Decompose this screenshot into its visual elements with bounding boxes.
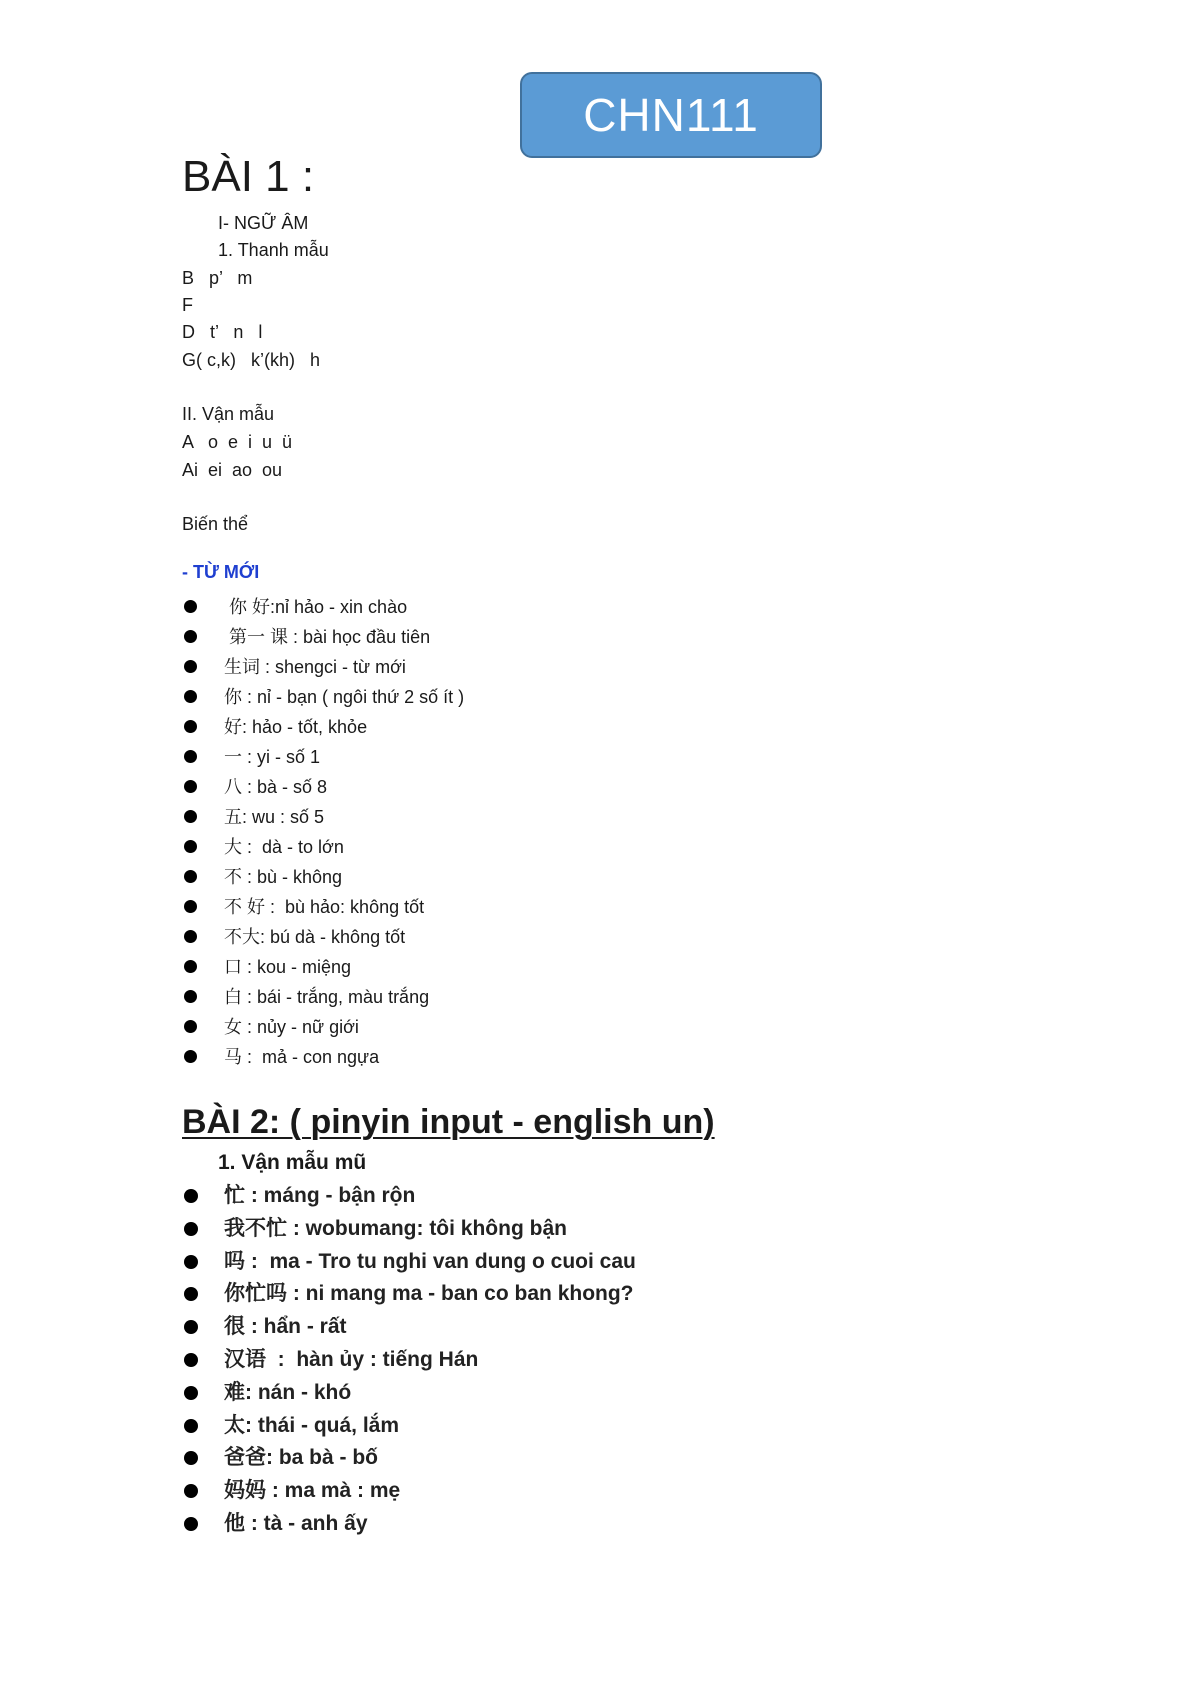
vocab-item: 马 : mả - con ngựa	[182, 1042, 464, 1072]
bullet-icon	[184, 870, 197, 883]
initials-line: D t’ n l	[182, 322, 263, 342]
finals-line: Ai ei ao ou	[182, 460, 283, 480]
vocab-item: 难: nán - khó	[182, 1377, 636, 1410]
variant-label: Biến thể	[182, 514, 249, 534]
bullet-icon	[184, 750, 197, 763]
vocab-item: 第一 课 : bài học đầu tiên	[182, 622, 464, 652]
lesson1-section-finals: II. Vận mẫu	[182, 404, 275, 424]
vocab-item: 汉语 : hàn ủy : tiếng Hán	[182, 1344, 636, 1377]
lesson1-vocab-list	[182, 592, 464, 1072]
vocab-item: 不大: bú dà - không tốt	[182, 922, 464, 952]
bullet-icon	[184, 1050, 197, 1063]
new-words-heading: - TỪ MỚI	[182, 562, 260, 582]
vocab-item: 一 : yi - số 1	[182, 742, 464, 772]
vocab-item: 我不忙 : wobumang: tôi không bận	[182, 1213, 636, 1246]
vocab-item: 爸爸: ba bà - bố	[182, 1442, 636, 1475]
vocab-item: 你忙吗 : ni mang ma - ban co ban khong?	[182, 1278, 636, 1311]
vocab-item: 你 好:nỉ hảo - xin chào	[182, 592, 464, 622]
bullet-icon	[184, 1386, 198, 1400]
initials-line: F	[182, 295, 193, 315]
bullet-icon	[184, 780, 197, 793]
vocab-item: 口 : kou - miệng	[182, 952, 464, 982]
bullet-icon	[184, 1020, 197, 1033]
bullet-icon	[184, 600, 197, 613]
vocab-item: 你 : nỉ - bạn ( ngôi thứ 2 số ít )	[182, 682, 464, 712]
bullet-icon	[184, 1353, 198, 1367]
bullet-icon	[184, 630, 197, 643]
lesson2-title: BÀI 2: ( pinyin input - english un)	[182, 1103, 715, 1141]
initials-line: B p’ m	[182, 268, 253, 288]
vocab-item: 忙 : máng - bận rộn	[182, 1180, 636, 1213]
bullet-icon	[184, 1484, 198, 1498]
vocab-item: 生词 : shengci - từ mới	[182, 652, 464, 682]
bullet-icon	[184, 840, 197, 853]
lesson1-title: BÀI 1 :	[182, 152, 315, 201]
vocab-item: 不 好 : bù hảo: không tốt	[182, 892, 464, 922]
finals-line: A o e i u ü	[182, 432, 293, 452]
lesson1-subsection-initials: 1. Thanh mẫu	[218, 240, 329, 260]
bullet-icon	[184, 1255, 198, 1269]
vocab-item: 白 : bái - trắng, màu trắng	[182, 982, 464, 1012]
bullet-icon	[184, 930, 197, 943]
bullet-icon	[184, 660, 197, 673]
vocab-item: 五: wu : số 5	[182, 802, 464, 832]
vocab-item: 好: hảo - tốt, khỏe	[182, 712, 464, 742]
vocab-item: 不 : bù - không	[182, 862, 464, 892]
bullet-icon	[184, 1222, 198, 1236]
vocab-item: 八 : bà - số 8	[182, 772, 464, 802]
lesson2-vocab-list	[182, 1180, 636, 1541]
vocab-item: 吗 : ma - Tro tu nghi van dung o cuoi cau	[182, 1246, 636, 1279]
vocab-item: 大 : dà - to lớn	[182, 832, 464, 862]
vocab-item: 太: thái - quá, lắm	[182, 1410, 636, 1443]
lesson1-section-phonetics: I- NGỮ ÂM	[218, 213, 309, 233]
vocab-item: 女 : nủy - nữ giới	[182, 1012, 464, 1042]
bullet-icon	[184, 990, 197, 1003]
lesson2-subsection: 1. Vận mẫu mũ	[218, 1151, 367, 1174]
bullet-icon	[184, 810, 197, 823]
bullet-icon	[184, 1419, 198, 1433]
bullet-icon	[184, 690, 197, 703]
bullet-icon	[184, 1320, 198, 1334]
vocab-item: 他 : tà - anh ấy	[182, 1508, 636, 1541]
vocab-item: 很 : hẩn - rất	[182, 1311, 636, 1344]
bullet-icon	[184, 1451, 198, 1465]
initials-line: G( c,k) k’(kh) h	[182, 350, 321, 370]
bullet-icon	[184, 1287, 198, 1301]
bullet-icon	[184, 720, 197, 733]
bullet-icon	[184, 900, 197, 913]
bullet-icon	[184, 1517, 198, 1531]
vocab-item: 妈妈 : ma mà : mẹ	[182, 1475, 636, 1508]
bullet-icon	[184, 1189, 198, 1203]
bullet-icon	[184, 960, 197, 973]
course-code-badge: CHN111	[520, 72, 822, 158]
